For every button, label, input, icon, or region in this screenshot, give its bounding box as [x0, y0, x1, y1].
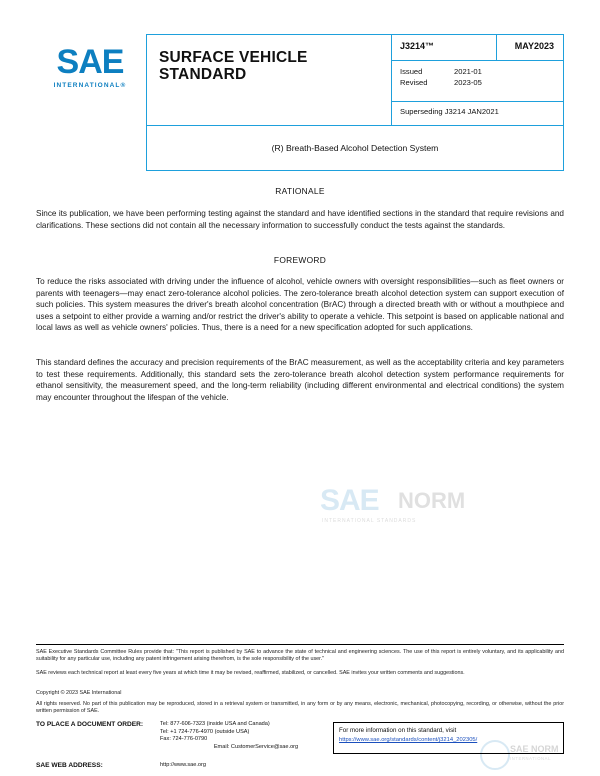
more-information-text: For more information on this standard, visit [339, 727, 457, 734]
revised-label: Revised [400, 78, 428, 87]
document-dates [400, 66, 482, 88]
footer-divider [36, 644, 564, 645]
web-address-url[interactable]: http://www.sae.org [160, 762, 207, 768]
watermark-tagline: INTERNATIONAL STANDARDS [322, 518, 417, 524]
more-information-box [333, 722, 564, 754]
order-fax: Fax: 724-776-0790 [160, 736, 208, 743]
document-meta-box [392, 34, 564, 126]
superseding-divider [392, 101, 563, 102]
rationale-paragraph: Since its publication, we have been performing testing against the standard and have identified sections in the standard that require revisions and clarifications. These sections did not contain all the necessary information to successfully conduct the tests against the standards. [36, 209, 564, 230]
footer-rights: All rights reserved. No part of this publication may be reproduced, stored in a retrieval system or transmitted, in any form or by any means, electronic, mechanical, photocopying, recording, or otherwise, without the prior written permission of SAE. [36, 701, 564, 715]
more-information-link[interactable]: https://www.sae.org/standards/content/j3214_202305/ [339, 737, 478, 743]
document-type-title [159, 49, 308, 83]
issued-label: Issued [400, 67, 423, 76]
document-number: J3214™ [400, 41, 435, 51]
page-watermark [320, 482, 570, 542]
document-type-box [146, 34, 392, 126]
issued-row [400, 66, 482, 77]
document-header [36, 34, 564, 171]
watermark-secondary-text: NORM [398, 488, 466, 513]
footer-copyright: Copyright © 2023 SAE International [36, 690, 122, 696]
document-date: MAY2023 [514, 41, 554, 51]
web-address-label: SAE WEB ADDRESS: [36, 762, 103, 769]
watermark-primary-text: SAE [320, 484, 379, 517]
order-tel-domestic: Tel: 877-606-7323 (inside USA and Canada) [160, 721, 270, 727]
document-subject: (R) Breath-Based Alcohol Detection System [271, 143, 439, 153]
order-tel-international: Tel: +1 724-776-4970 (outside USA) [160, 728, 250, 735]
watermark-badge-text: SAE NORM [510, 744, 559, 754]
foreword-paragraph-1: To reduce the risks associated with driving under the influence of alcohol, vehicle owners with oversight responsibilities—such as fleet owners or parents with teenagers—may enact zero-tolerance alcohol policies. The zero-tolerance breath alcohol detection system can support execution of such policies. This system measures the driver's breath alcohol concentration (BrAC) through a directed breath with or without a mouthpiece and uses a setpoint to either provide a warning and/or restrict the driver's ability to operate a vehicle. This setpoint is based on applicable national and local laws as well as vehicle owners' policies. Thus, there is a need for a new specification adopted for such applications. [36, 277, 564, 333]
document-type-line2: STANDARD [159, 66, 247, 83]
footer-legal-1: SAE Executive Standards Committee Rules provide that: "This report is published by SAE to advance the state of technical and engineering sciences. The use of this report is entirely voluntary, and its applicability and suitability for any particular use, including any patent infringement arising therefrom, is the sole responsibility of the user." [36, 649, 564, 663]
footer-legal-2: SAE reviews each technical report at least every five years at which time it may be revised, reaffirmed, stabilized, or cancelled. SAE invites your written comments and suggestions. [36, 670, 465, 676]
issued-value: 2021-01 [454, 67, 482, 76]
sae-logo-text: SAE [56, 43, 124, 81]
order-label: TO PLACE A DOCUMENT ORDER: [36, 721, 144, 728]
foreword-heading: FOREWORD [273, 255, 327, 265]
revised-row [400, 77, 482, 88]
revised-value: 2023-05 [454, 78, 482, 87]
document-subject-box [146, 126, 564, 171]
watermark-badge-sub: INTERNATIONAL [510, 756, 551, 761]
document-type-line1: SURFACE VEHICLE [159, 49, 308, 66]
superseding-text: Superseding J3214 JAN2021 [400, 107, 499, 116]
order-contact-block [160, 721, 360, 751]
foreword-paragraph-2: This standard defines the accuracy and precision requirements of the BrAC measurement, as well as the acceptability criteria and key parameters to test these requirements. Additionally, this standard sets the zero-tolerance breath alcohol detection system performance requirements for ethanol sensitivity, the measurement speed, and the long-term reliability (including different environmental and electrical conditions) the system may encounter throughout the lifespan of the vehicle. [36, 358, 564, 402]
sae-logo-subtext: INTERNATIONAL® [53, 82, 127, 89]
rationale-heading: RATIONALE [275, 186, 325, 196]
order-email[interactable]: Email: CustomerService@sae.org [213, 743, 299, 750]
document-number-divider [496, 35, 497, 61]
sae-logo [36, 34, 144, 100]
